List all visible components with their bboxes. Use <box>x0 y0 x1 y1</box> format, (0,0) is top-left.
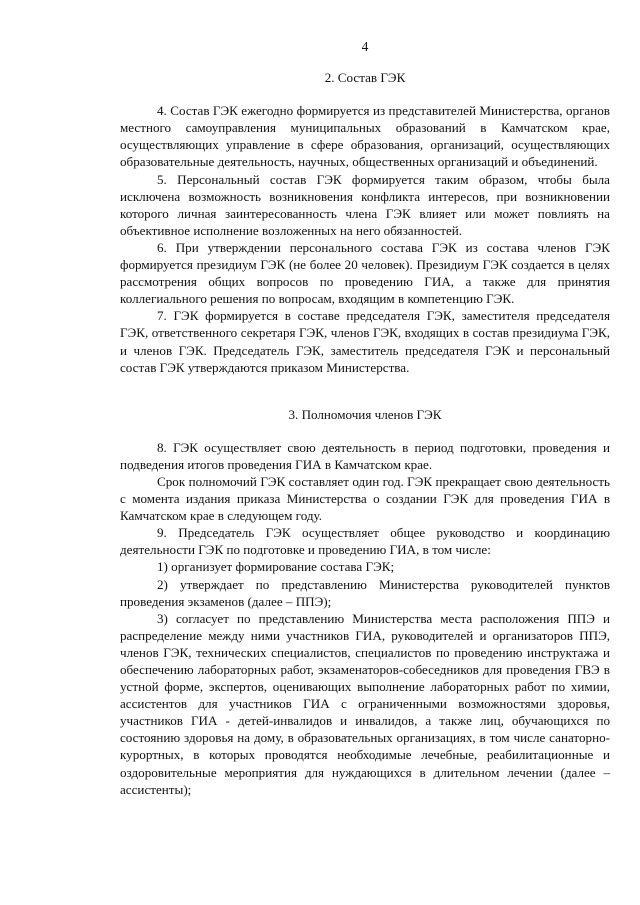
paragraph-6: 6. При утверждении персонального состава ГЭК из состава членов ГЭК формируется президиум ГЭК (не более 20 человек). Президиум ГЭК создается в целях рассмотрения общих вопросов по проведению ГИА, а также для принятия коллегиального решения по вопросам, входящим в компетенцию ГЭК. <box>120 239 610 307</box>
paragraph-8: 8. ГЭК осуществляет свою деятельность в период подготовки, проведения и подведения итогов проведения ГИА в Камчатском крае. <box>120 439 610 472</box>
paragraph-5: 5. Персональный состав ГЭК формируется таким образом, чтобы была исключена возможность возникновения конфликта интересов, при возникновении которого личная заинтересованность члена ГЭК влияет или может повлиять на объективное исполнение возложенных на него обязанностей. <box>120 171 610 238</box>
paragraph-9: 9. Председатель ГЭК осуществляет общее руководство и координацию деятельности ГЭК по подготовке и проведению ГИА, в том числе: <box>120 525 610 558</box>
paragraph-7: 7. ГЭК формируется в составе председателя ГЭК, заместителя председателя ГЭК, ответственного секретаря ГЭК, членов ГЭК, входящих в состав президиума ГЭК, и членов ГЭК. Председатель ГЭК, заместитель председателя ГЭК и персональный состав ГЭК утверждаются приказом Министерства. <box>120 308 610 375</box>
section-2-heading: 2. Состав ГЭК <box>324 70 406 86</box>
paragraph-4: 4. Состав ГЭК ежегодно формируется из представителей Министерства, органов местного самоуправления муниципальных образований в Камчатском крае, осуществляющих управление в сфере образования, организаций, осуществляющих образовательные деятельность, научных, общественных организаций и объединений. <box>120 103 610 170</box>
section-3-heading: 3. Полномочия членов ГЭК <box>288 406 442 422</box>
list-item-1: 1) организует формирование состава ГЭК; <box>157 559 395 575</box>
list-item-3: 3) согласует по представлению Министерства места расположения ППЭ и распределение между ними участников ГИА, руководителей и организаторов ППЭ, членов ГЭК, технических специалистов, специалистов по проведению инструктажа и обеспечению лабораторных работ, экзаменаторов-собеседников для проведения ГВЭ в устной форме, экспертов, оценивающих выполнение лабораторных работ по химии, ассистентов для участников ГИА с ограниченными возможностями здоровья, участников ГИА - детей-инвалидов и инвалидов, а также лиц, обучающихся по состоянию здоровья на дому, в образовательных организациях, в том числе санаторно-курортных, в которых проводятся необходимые лечебные, реабилитационные и оздоровительные мероприятия для нуждающихся в длительном лечении (далее – ассистенты); <box>120 610 610 797</box>
page-number: 4 <box>361 39 369 54</box>
paragraph-term: Срок полномочий ГЭК составляет один год. ГЭК прекращает свою деятельность с момента издания приказа Министерства о создании ГЭК для проведения ГИА в Камчатском крае в следующем году. <box>120 473 610 524</box>
list-item-2: 2) утверждает по представлению Министерства руководителей пунктов проведения экзаменов (далее – ППЭ); <box>120 576 610 609</box>
